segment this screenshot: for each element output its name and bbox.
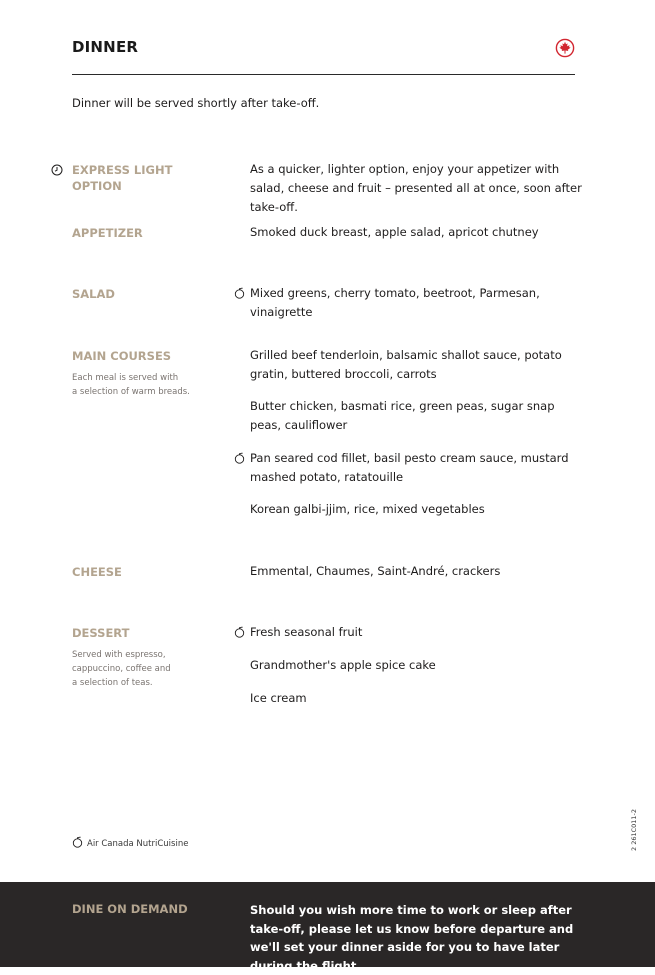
menu-item: Ice cream [250,691,307,705]
menu-item: Fresh seasonal fruit [250,625,363,639]
section-label-appetizer: APPETIZER [72,226,143,240]
footnote-text: Air Canada NutriCuisine [87,839,189,849]
menu-code: 2 261C011-2 [630,808,638,851]
menu-item: Pan seared cod fillet, basil pesto cream sauce, mustard mashed potato, ratatouille [250,451,569,484]
main-courses-note [72,371,190,399]
note-line: a selection of warm breads. [72,387,190,397]
menu-item: Grandmother's apple spice cake [250,658,436,672]
nutricuisine-icon [234,626,245,638]
nutricuisine-footnote [72,836,188,849]
express-label-line1: EXPRESS LIGHT [72,163,173,177]
page-title: DINNER [72,38,139,56]
express-label-line2: OPTION [72,179,122,193]
maple-leaf-icon [555,38,575,58]
nutricuisine-icon [72,836,83,848]
menu-item: Grilled beef tenderloin, balsamic shallot sauce, potato gratin, buttered broccoli, carrots [250,348,562,381]
dessert-note [72,648,171,690]
nutricuisine-icon [234,452,245,464]
section-label-express [72,162,172,194]
clock-icon [51,164,63,176]
section-label-main-courses: MAIN COURSES [72,349,172,363]
express-description: As a quicker, lighter option, enjoy your appetizer with salad, cheese and fruit – presented all at once, soon after take-off. [250,162,582,214]
dine-on-demand-text: Should you wish more time to work or sleep after take-off, please let us know before departure and we'll set your dinner aside for you to have later during the flight. [250,903,574,973]
note-line: a selection of teas. [72,678,153,688]
section-label-cheese: CHEESE [72,565,122,579]
page-header [72,38,575,75]
intro-text: Dinner will be served shortly after take-off. [72,96,320,110]
dine-on-demand-label: DINE ON DEMAND [72,902,188,916]
menu-item: Emmental, Chaumes, Saint-André, crackers [250,564,501,578]
note-line: Each meal is served with [72,373,179,383]
section-label-salad: SALAD [72,287,115,301]
menu-item: Butter chicken, basmati rice, green peas, sugar snap peas, cauliflower [250,399,555,432]
menu-item: Mixed greens, cherry tomato, beetroot, Parmesan, vinaigrette [250,286,540,319]
nutricuisine-icon [234,287,245,299]
menu-item: Smoked duck breast, apple salad, apricot chutney [250,225,539,239]
menu-item: Korean galbi-jjim, rice, mixed vegetables [250,502,485,516]
dine-on-demand-bar [0,882,655,973]
note-line: Served with espresso, [72,650,166,660]
note-line: cappuccino, coffee and [72,664,171,674]
section-label-dessert: DESSERT [72,626,130,640]
